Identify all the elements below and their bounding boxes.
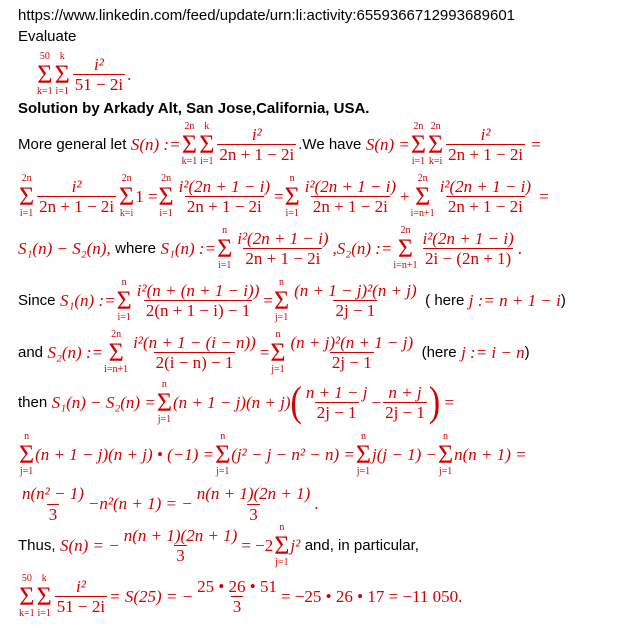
- sum-inner: k Σ i=1: [54, 51, 70, 98]
- line-s2: and S₂(n) := 2n Σ i=n+1 $\frac{\text{i²(n + 1 − (i − n))}}{2(i - n) - 1}$ = n Σ j=1 $\frac{\text{(n + j)²(n + 1 − j)}}{2j - 1}$ (here j := i − n ): [18, 329, 530, 376]
- problem-fraction: $\frac{\text{i²}}{51 - 2i}$: [74, 54, 124, 95]
- problem-expression: 50 Σ k=1 k Σ i=1 $\frac{\text{i²}}{51 - 2i}$ .: [37, 51, 132, 98]
- line-final-result: 50 Σ k=1 k Σ i=1 $\frac{\text{i²}}{51 - 2i}$ = S(25) = − $\frac{25 • 26 • 51}{3}$ = −25 • 26 • 17 = −11 050.: [19, 573, 463, 620]
- line-thus: Thus, S(n) = − $\frac{n(n + 1)(2n + 1)}{3}$ = −2 n Σ j=1 j² and, in particular,: [18, 522, 419, 569]
- url-text: https://www.linkedin.com/feed/update/urn:li:activity:6559366712993689601: [18, 7, 515, 24]
- line-difference: then S₁(n) − S₂(n) = n Σ j=1 (n + 1 − j)(n + j) ( $\frac{n + 1 - j}{2j - 1}$ − $\frac{n + j}{2j - 1}$ ) =: [18, 379, 455, 426]
- line-split: S₁(n) − S₂(n), where S₁(n) := n Σ i=1 $\frac{\text{i²(2n + 1 − i)}}{2n + 1 - 2i}$ ,S₂(n) := 2n Σ i=n+1 $\frac{\text{i²(2n + 1 − i)}}{2i - (2n + 1)}$ .: [18, 225, 523, 272]
- line-s1: Since S₁(n) := n Σ i=1 $\frac{\text{i²(n + (n + 1 − i))}}{2(n + 1 - i) - 1}$ = n Σ j=1 $\frac{\text{(n + 1 − j)²(n + j)}}{2j - 1}$ ( here j := n + 1 − i ): [18, 277, 566, 324]
- sum-outer: 50 Σ k=1: [37, 51, 53, 98]
- line-closed-form: $\frac{\text{n(n² − 1)}}{3}$ −n²(n + 1) = − $\frac{n(n + 1)(2n + 1)}{3}$ .: [22, 484, 319, 524]
- solution-heading: Solution by Arkady Alt, San Jose,California, USA.: [18, 100, 370, 117]
- line-expansion: 2n Σ i=1 $\frac{\text{i²}}{2n + 1 - 2i}$ 2n Σ k=i 1 = 2n Σ i=1 $\frac{\text{i²(2n + 1 − i)}}{2n + 1 - 2i}$ = n Σ i=1 $\frac{\text{i²(2n + 1 − i)}}{2n + 1 - 2i}$ + 2n Σ i=n+1 $\frac{\text{i²(2n + 1 − i)}}{2n + 1 - 2i}$ =: [19, 173, 549, 220]
- line-definition: More general let S(n) := 2n Σ k=1 k Σ i=1 $\frac{\text{i²}}{2n + 1 - 2i}$ .We have S(n) = 2n Σ i=1 2n Σ k=i $\frac{\text{i²}}{2n + 1 - 2i}$ =: [18, 121, 541, 168]
- line-sum-simplify: n Σ j=1 (n + 1 − j)(n + j) • (−1) = n Σ j=1 (j² − j − n² − n) = n Σ j=1 j(j − 1) − n Σ j=1 n(n + 1) =: [19, 431, 527, 478]
- evaluate-label: Evaluate: [18, 28, 77, 45]
